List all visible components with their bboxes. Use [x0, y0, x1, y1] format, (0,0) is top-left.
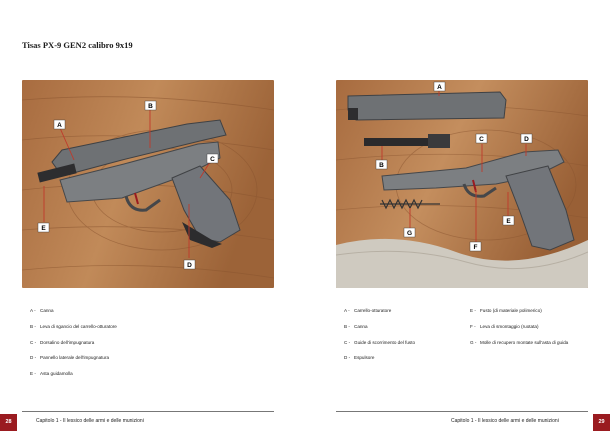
callout-a	[434, 82, 445, 91]
callout-a-label: A	[437, 84, 442, 91]
caption-text: Leva di sgancio del carrello-otturatore	[40, 324, 117, 329]
callout-f	[470, 242, 481, 251]
caption-text: Pannello laterale dell'impugnatura	[40, 355, 110, 360]
callout-d-label: D	[187, 262, 192, 269]
callout-g	[404, 228, 415, 237]
caption-key: A -	[30, 308, 36, 313]
footer-divider	[22, 411, 274, 412]
callout-e-label: E	[41, 225, 46, 232]
chapter-title-left: Capitolo 1 - Il lessico delle armi e delle munizioni	[36, 418, 144, 424]
callout-a-label: A	[57, 122, 62, 129]
caption-key: E -	[30, 371, 36, 376]
caption-item	[30, 371, 73, 376]
callout-f-label: F	[473, 244, 478, 251]
caption-item	[344, 340, 415, 345]
callout-e	[503, 216, 514, 225]
callout-c-label: C	[210, 156, 215, 163]
caption-text: Leva di smontaggio (ruotata)	[480, 324, 539, 329]
callout-a	[54, 120, 65, 129]
caption-item	[30, 324, 117, 329]
caption-key: D -	[30, 355, 37, 360]
caption-key: G -	[470, 340, 477, 345]
callout-d	[184, 260, 195, 269]
caption-item	[470, 308, 542, 313]
callout-c-label: C	[479, 136, 484, 143]
callout-c	[476, 134, 487, 143]
footer-divider	[336, 411, 588, 412]
caption-text: Asta guidamolla	[40, 371, 73, 376]
caption-item	[344, 324, 368, 329]
callout-e-label: E	[506, 218, 511, 225]
callout-d-label: D	[524, 136, 529, 143]
caption-key: D -	[344, 355, 351, 360]
caption-text: Molle di recupero montate sull'asta di guida	[480, 340, 569, 345]
caption-key: C -	[344, 340, 351, 345]
caption-key: C -	[30, 340, 37, 345]
caption-text: Dorsalino dell'impugnatura	[40, 340, 95, 345]
caption-item	[30, 340, 94, 345]
callout-b-label: B	[148, 103, 153, 110]
caption-item	[470, 324, 538, 329]
caption-key: E -	[470, 308, 476, 313]
pistol-photo-assembled	[22, 80, 274, 288]
pistol-assembled-illustration	[22, 80, 274, 288]
page-number-right: 29	[593, 414, 610, 431]
callout-d	[521, 134, 532, 143]
page-title: Tisas PX-9 GEN2 calibro 9x19	[22, 40, 133, 50]
callout-e	[38, 223, 49, 232]
caption-text: Carrello-otturatore	[354, 308, 392, 313]
caption-item	[344, 355, 374, 360]
callout-b-label: B	[379, 162, 384, 169]
caption-key: B -	[344, 324, 350, 329]
caption-item	[30, 355, 109, 360]
caption-text: Espulsore	[354, 355, 375, 360]
caption-text: Canna	[354, 324, 368, 329]
caption-key: F -	[470, 324, 476, 329]
callout-b	[376, 160, 387, 169]
caption-text: Fusto (di materiale polimerico)	[480, 308, 542, 313]
caption-key: B -	[30, 324, 36, 329]
pistol-photo-disassembled	[336, 80, 588, 288]
caption-text: Guide di scorrimento del fusto	[354, 340, 416, 345]
chapter-title-right: Capitolo 1 - Il lessico delle armi e delle munizioni	[451, 418, 559, 424]
caption-item	[470, 340, 568, 345]
caption-item	[344, 308, 391, 313]
callout-g-label: G	[406, 230, 413, 237]
caption-text: Canna	[40, 308, 54, 313]
callout-c	[207, 154, 218, 163]
pistol-disassembled-illustration	[336, 80, 588, 288]
caption-item	[30, 308, 54, 313]
page-number-left: 28	[0, 414, 17, 431]
caption-key: A -	[344, 308, 350, 313]
callout-b	[145, 101, 156, 110]
